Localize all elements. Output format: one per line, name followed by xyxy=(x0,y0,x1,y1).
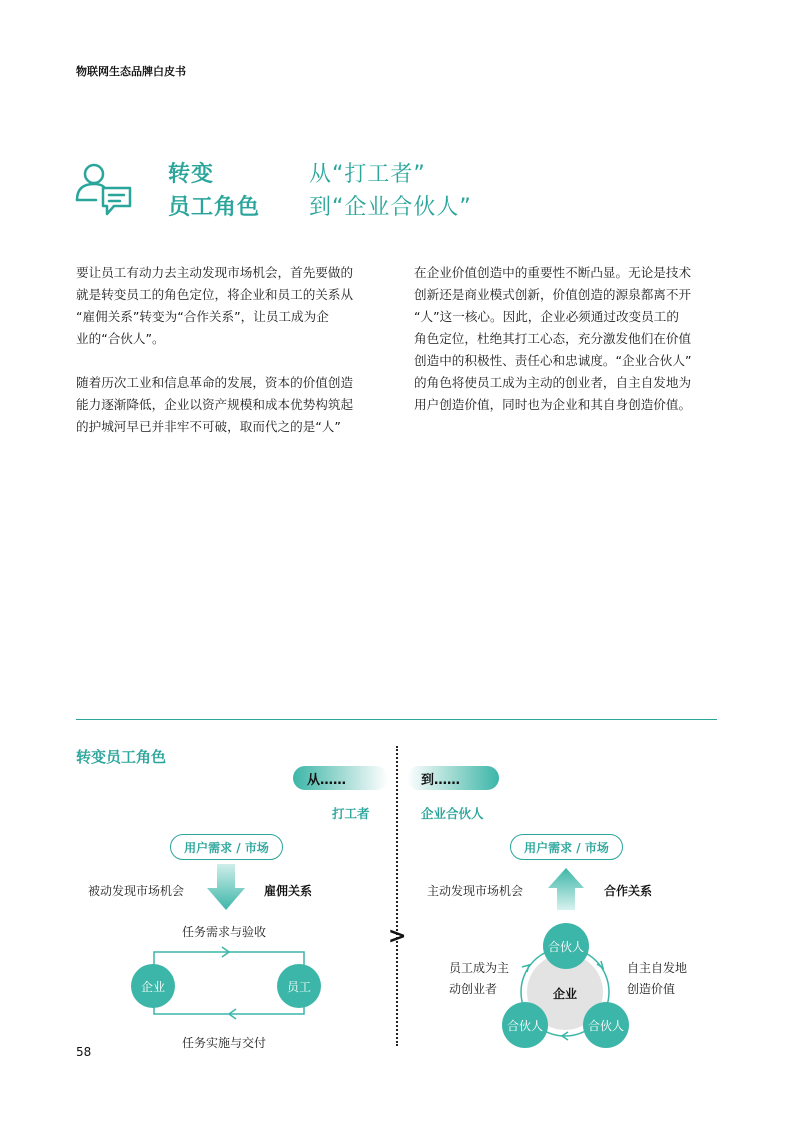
column-separator xyxy=(396,746,398,1046)
page-number: 58 xyxy=(76,1045,92,1059)
text-line: 创造中的积极性、责任心和忠诚度。“企业合伙人” xyxy=(414,353,692,368)
transition-arrow-icon: > xyxy=(388,924,407,949)
text-line: 的护城河早已并非牢不可破，取而代之的是“人” xyxy=(76,419,341,434)
partner-node-left: 合伙人 xyxy=(502,1002,548,1048)
note-line: 创造价值 xyxy=(627,982,676,996)
text-line: 要让员工有动力去主动发现市场机会，首先要做的 xyxy=(76,265,354,280)
text-line: 创新还是商业模式创新，价值创造的源泉都离不开 xyxy=(414,287,692,302)
text-line: “人”这一核心。因此，企业必须通过改变员工的 xyxy=(414,309,679,324)
from-pill: 从…… xyxy=(293,766,388,790)
section-divider xyxy=(76,719,717,720)
heading-left-line1: 转变 xyxy=(168,162,215,187)
node-company: 企业 xyxy=(131,964,175,1008)
document-header: 物联网生态品牌白皮书 xyxy=(76,65,186,78)
arrow-up-icon xyxy=(548,868,584,910)
right-relation: 合作关系 xyxy=(604,884,653,898)
heading-right-line1: 从“打工者” xyxy=(309,162,426,187)
text-line: 在企业价值创造中的重要性不断凸显。无论是技术 xyxy=(414,265,692,280)
left-top-flow: 任务需求与验收 xyxy=(182,925,267,939)
text-line: 业的“合伙人”。 xyxy=(76,331,165,346)
right-right-note xyxy=(627,958,687,1000)
to-role: 企业合伙人 xyxy=(421,806,484,821)
text-line: “雇佣关系”转变为“合作关系”，让员工成为企 xyxy=(76,309,329,324)
cycle-center-company: 企业 xyxy=(553,987,578,1001)
heading-right xyxy=(309,158,472,224)
right-discover-text: 主动发现市场机会 xyxy=(427,884,524,898)
note-line: 自主自发地 xyxy=(627,961,688,975)
left-bottom-flow: 任务实施与交付 xyxy=(182,1036,267,1050)
arrow-down-icon xyxy=(207,864,245,910)
heading-left xyxy=(168,158,260,224)
to-pill: 到…… xyxy=(407,766,499,790)
right-left-note xyxy=(449,958,509,1000)
note-line: 员工成为主 xyxy=(449,961,510,975)
paragraph-1 xyxy=(76,262,380,350)
left-relation: 雇佣关系 xyxy=(264,884,313,898)
left-discover-text: 被动发现市场机会 xyxy=(88,884,185,898)
node-employee: 员工 xyxy=(277,964,321,1008)
diagram-title: 转变员工角色 xyxy=(76,748,167,766)
text-line: 能力逐渐降低，企业以资产规模和成本优势构筑起 xyxy=(76,397,354,412)
text-line: 随着历次工业和信息革命的发展，资本的价值创造 xyxy=(76,375,354,390)
text-line: 角色定位，杜绝其打工心态，充分激发他们在价值 xyxy=(414,331,692,346)
partner-node-right: 合伙人 xyxy=(583,1002,629,1048)
heading-left-line2: 员工角色 xyxy=(168,195,261,220)
paragraph-2 xyxy=(76,372,380,438)
person-chat-icon xyxy=(74,160,134,218)
text-line: 就是转变员工的角色定位，将企业和员工的关系从 xyxy=(76,287,354,302)
text-line: 的角色将使员工成为主动的创业者，自主自发地为 xyxy=(414,375,692,390)
text-line: 用户创造价值，同时也为企业和其自身创造价值。 xyxy=(414,397,692,412)
from-role: 打工者 xyxy=(332,806,370,821)
note-line: 动创业者 xyxy=(449,982,498,996)
partner-node-top: 合伙人 xyxy=(543,923,589,969)
right-market-pill: 用户需求 / 市场 xyxy=(510,834,623,860)
heading-right-line2: 到“企业合伙人” xyxy=(309,195,472,220)
body-column-2 xyxy=(414,262,718,416)
body-column-1 xyxy=(76,262,380,438)
left-market-pill: 用户需求 / 市场 xyxy=(170,834,283,860)
